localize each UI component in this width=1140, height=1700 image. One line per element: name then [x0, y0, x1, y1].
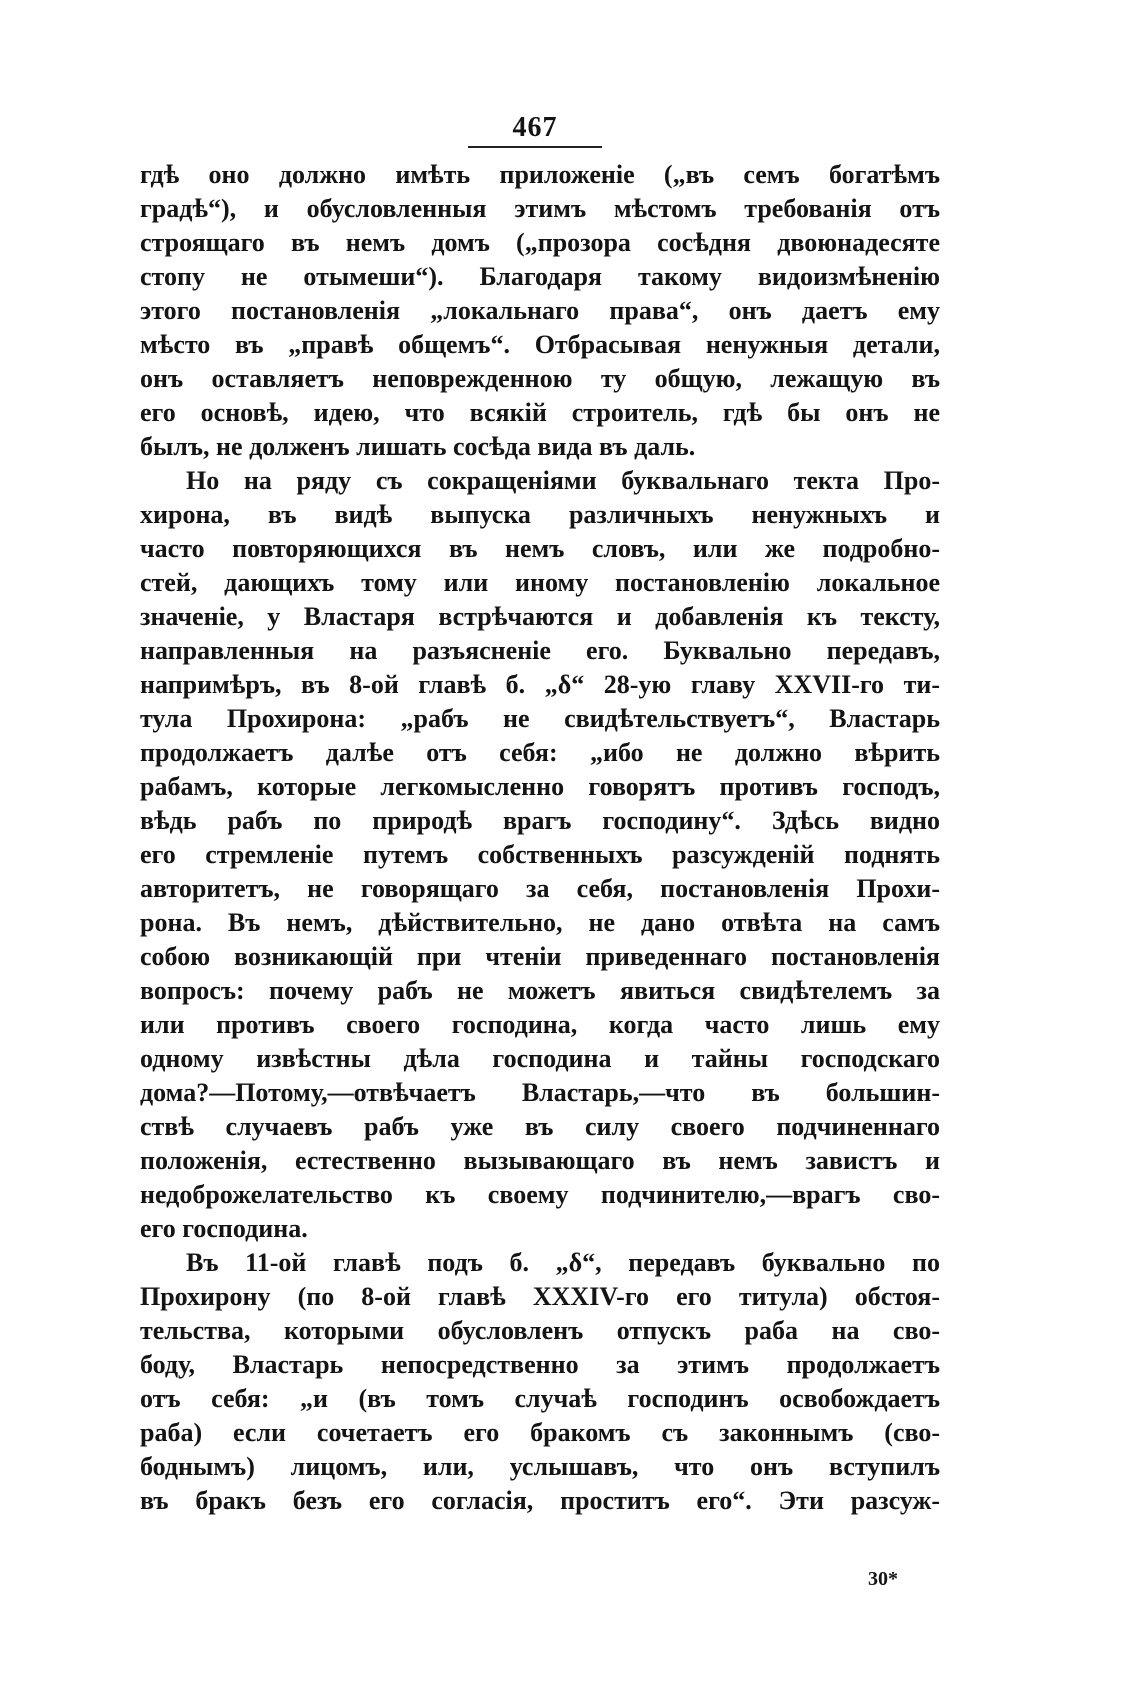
text-line: стопу не отымеши“). Благодаря такому видоизмѣненію — [140, 262, 940, 291]
text-line: направленныя на разъясненіе его. Буквально передавъ, — [140, 636, 940, 665]
text-line: гдѣ оно должно имѣть приложеніе („въ семъ богатѣмъ — [140, 160, 940, 189]
text-line: строящаго въ немъ домъ („прозора сосѣдня двоюнадесяте — [140, 228, 940, 257]
text-line: дома?—Потому,—отвѣчаетъ Властарь,—что въ большин- — [140, 1078, 940, 1107]
text-line: Прохирону (по 8-ой главѣ XXXIV-го его титула) обстоя- — [140, 1282, 940, 1311]
text-line: часто повторяющихся въ немъ словъ, или же подробно- — [140, 534, 940, 563]
text-line: продолжаетъ далѣе отъ себя: „ибо не должно вѣрить — [140, 738, 940, 767]
signature-mark: 30* — [868, 1568, 898, 1590]
paragraph — [140, 464, 940, 1246]
text-line: этого постановленія „локальнаго права“, онъ даетъ ему — [140, 296, 940, 325]
text-line: стей, дающихъ тому или иному постановленію локальное — [140, 568, 940, 597]
header-rule — [468, 146, 602, 148]
text-line: его стремленіе путемъ собственныхъ разсужденій поднять — [140, 840, 940, 869]
text-line: вѣдь рабъ по природѣ врагъ господину“. Здѣсь видно — [140, 806, 940, 835]
text-line: тельства, которыми обусловленъ отпускъ раба на сво- — [140, 1316, 940, 1345]
text-line: градѣ“), и обусловленныя этимъ мѣстомъ требованія отъ — [140, 194, 940, 223]
paragraph — [140, 158, 940, 464]
text-line: его основѣ, идею, что всякій строитель, гдѣ бы онъ не — [140, 398, 940, 427]
text-line: значеніе, у Властаря встрѣчаются и добавленія къ тексту, — [140, 602, 940, 631]
text-line: онъ оставляетъ неповрежденною ту общую, лежащую въ — [140, 364, 940, 393]
text-line: хирона, въ видѣ выпуска различныхъ ненужныхъ и — [140, 500, 940, 529]
text-line: рабамъ, которые легкомысленно говорятъ противъ господъ, — [140, 772, 940, 801]
text-line: рона. Въ немъ, дѣйствительно, не дано отвѣта на самъ — [140, 908, 940, 937]
text-line: недоброжелательство къ своему подчинителю,—врагъ сво- — [140, 1180, 940, 1209]
text-line: боднымъ) лицомъ, или, услышавъ, что онъ вступилъ — [140, 1452, 940, 1481]
text-line: раба) если сочетаетъ его бракомъ съ законнымъ (сво- — [140, 1418, 940, 1447]
text-line: положенія, естественно вызывающаго въ немъ завистъ и — [140, 1146, 940, 1175]
text-line: былъ, не долженъ лишать сосѣда вида въ даль. — [140, 432, 696, 461]
text-line: отъ себя: „и (въ томъ случаѣ господинъ освобождаетъ — [140, 1384, 940, 1413]
text-line: боду, Властарь непосредственно за этимъ продолжаетъ — [140, 1350, 940, 1379]
text-line: его господина. — [140, 1214, 308, 1243]
text-line: одному извѣстны дѣла господина и тайны господскаго — [140, 1044, 940, 1073]
page-number: 467 — [512, 112, 558, 143]
body-text — [140, 158, 940, 1518]
text-line: мѣсто въ „правѣ общемъ“. Отбрасывая ненужныя детали, — [140, 330, 940, 359]
text-line: собою возникающій при чтеніи приведеннаго постановленія — [140, 942, 940, 971]
text-line: авторитетъ, не говорящаго за себя, постановленія Прохи- — [140, 874, 940, 903]
text-line: Въ 11-ой главѣ подъ б. „δ“, передавъ буквально по — [186, 1248, 940, 1277]
text-line: въ бракъ безъ его согласія, проститъ его“. Эти разсуж- — [140, 1486, 940, 1515]
paragraph — [140, 1246, 940, 1518]
text-line: или противъ своего господина, когда часто лишь ему — [140, 1010, 940, 1039]
text-line: Но на ряду съ сокращеніями буквальнаго текта Про- — [186, 466, 940, 495]
text-line: тула Прохирона: „рабъ не свидѣтельствуетъ“, Властарь — [140, 704, 940, 733]
text-line: напримѣръ, въ 8-ой главѣ б. „δ“ 28-ую главу XXVII-го ти- — [140, 670, 940, 699]
text-line: вопросъ: почему рабъ не можетъ явиться свидѣтелемъ за — [140, 976, 940, 1005]
text-line: ствѣ случаевъ рабъ уже въ силу своего подчиненнаго — [140, 1112, 940, 1141]
